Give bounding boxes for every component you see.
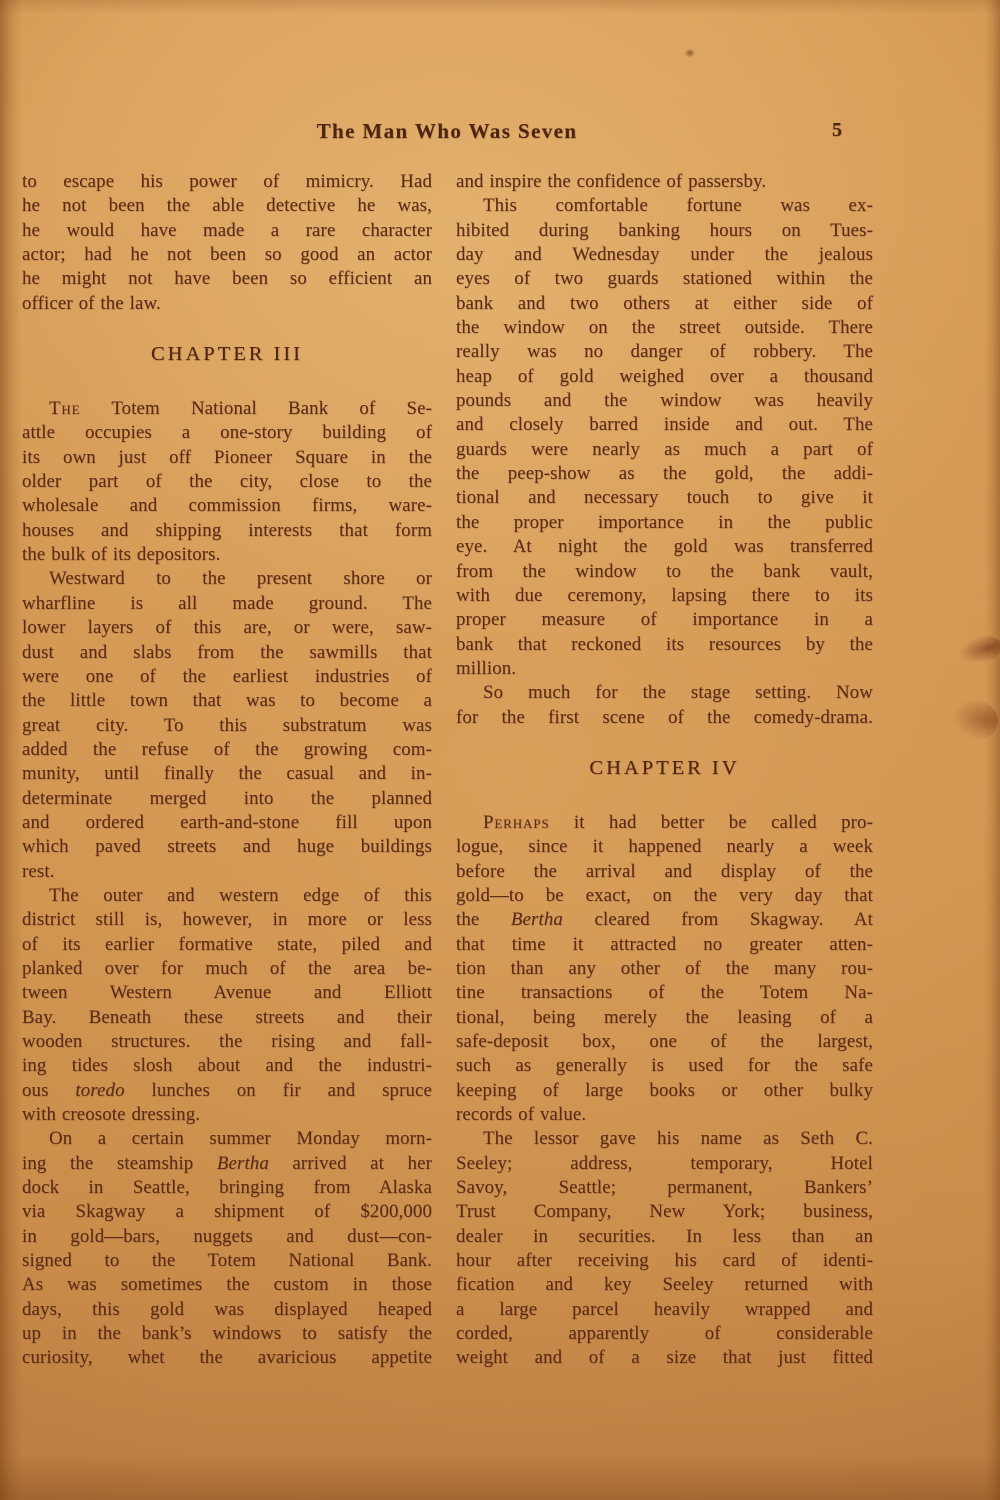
- text-line: bank that reckoned its resources by the: [456, 633, 873, 655]
- text-line: attle occupies a one-story building of: [22, 422, 432, 444]
- text-line: the proper importance in the public: [456, 511, 873, 533]
- paragraph: [456, 811, 873, 1127]
- chapter-heading: CHAPTER III: [150, 343, 303, 366]
- paragraph: [22, 397, 432, 567]
- text-line: for the first scene of the comedy-drama.: [456, 706, 873, 728]
- text-line: the window on the street outside. There: [456, 317, 873, 339]
- text-line: really was no danger of robbery. The: [456, 341, 873, 363]
- text-line: via Skagway a shipment of $200,000: [22, 1201, 432, 1223]
- text-line: tional and necessary touch to give it: [456, 487, 873, 509]
- text-line: heap of gold weighed over a thousand: [456, 365, 873, 387]
- text-line: ing tides slosh about and the industri-: [22, 1055, 432, 1077]
- text-line: such as generally is used for the safe: [456, 1055, 873, 1077]
- text-line: the bulk of its depositors.: [22, 544, 221, 566]
- text-line: the little town that was to become a: [22, 690, 432, 712]
- text-line: ous toredo lunches on fir and spruce: [22, 1079, 433, 1101]
- paragraph: [22, 1127, 432, 1370]
- text-line: munity, until finally the casual and in-: [22, 763, 432, 785]
- text-line: which paved streets and huge buildings: [22, 836, 432, 858]
- text-line: day and Wednesday under the jealous: [456, 244, 873, 266]
- text-line: with creosote dressing.: [22, 1104, 201, 1126]
- text-line: houses and shipping interests that form: [22, 519, 432, 541]
- text-line: great city. To this substratum was: [22, 714, 432, 736]
- text-line: up in the bank’s windows to satisfy the: [22, 1323, 432, 1345]
- text-line: hour after receiving his card of identi-: [456, 1250, 873, 1272]
- text-line: to escape his power of mimicry. Had: [22, 171, 432, 192]
- paragraph: [22, 884, 432, 1127]
- text-line: with due ceremony, lapsing there to its: [456, 584, 873, 606]
- text-line: he would have made a rare character: [22, 219, 432, 241]
- text-line: actor; had he not been so good an actor: [22, 244, 432, 266]
- paragraph: [456, 1127, 873, 1370]
- text-line: The lessor gave his name as Seth C.: [483, 1128, 873, 1150]
- text-line: gold—to be exact, on the very day that: [456, 884, 873, 906]
- text-line: tween Western Avenue and Elliott: [22, 982, 432, 1004]
- text-line: a large parcel heavily wrapped and: [456, 1298, 873, 1320]
- text-line: he might not have been so efficient an: [22, 268, 432, 290]
- text-line: keeping of large books or other bulky: [456, 1079, 873, 1101]
- text-line: The Totem National Bank of Se-: [49, 398, 432, 420]
- text-line: lower layers of this are, or were, saw-: [22, 617, 432, 639]
- text-line: curiosity, whet the avaricious appetite: [22, 1347, 432, 1369]
- text-line: the peep-show as the gold, the addi-: [456, 463, 873, 485]
- text-line: Trust Company, New York; business,: [456, 1201, 873, 1223]
- paragraph: [456, 194, 873, 681]
- text-line: tion than any other of the many rou-: [456, 957, 873, 979]
- text-line: Savoy, Seattle; permanent, Bankers’: [456, 1177, 873, 1199]
- text-line: from the window to the bank vault,: [456, 560, 873, 582]
- text-line: ing the steamship Bertha arrived at her: [22, 1152, 432, 1174]
- text-line: Seeley; address, temporary, Hotel: [456, 1152, 873, 1174]
- text-line: he not been the able detective he was,: [22, 195, 432, 217]
- text-line: signed to the Totem National Bank.: [22, 1250, 432, 1272]
- text-line: This comfortable fortune was ex-: [483, 195, 873, 217]
- text-line: eye. At night the gold was transferred: [456, 536, 873, 558]
- text-line: The outer and western edge of this: [49, 884, 432, 906]
- paragraph: [456, 170, 873, 194]
- text-line: dock in Seattle, bringing from Alaska: [22, 1177, 432, 1199]
- text-line: tine transactions of the Totem Na-: [456, 982, 873, 1004]
- text-line: wharfline is all made ground. The: [22, 592, 432, 614]
- left-column: [22, 170, 432, 1371]
- paper-speck: [684, 48, 696, 58]
- text-line: were one of the earliest industries of: [22, 665, 432, 687]
- text-line: Bay. Beneath these streets and their: [22, 1006, 432, 1028]
- paragraph: [456, 681, 873, 730]
- text-line: its own just off Pioneer Square in the: [22, 446, 432, 468]
- text-line: days, this gold was displayed heaped: [22, 1298, 432, 1320]
- page-edge-bottom: [0, 1454, 1000, 1500]
- text-line: dust and slabs from the sawmills that: [22, 641, 432, 663]
- text-line: the Bertha cleared from Skagway. At: [456, 909, 873, 931]
- text-line: As was sometimes the custom in those: [22, 1274, 432, 1296]
- text-line: hibited during banking hours on Tues-: [456, 219, 873, 241]
- text-line: officer of the law.: [22, 292, 161, 314]
- text-line: Westward to the present shore or: [49, 568, 432, 590]
- text-line: that time it attracted no greater atten-: [456, 933, 873, 955]
- paper-blemish: [955, 631, 1000, 669]
- text-line: and closely barred inside and out. The: [456, 414, 873, 436]
- page-edge-right: [984, 0, 1000, 1500]
- text-line: On a certain summer Monday morn-: [49, 1128, 432, 1150]
- text-line: dealer in securities. In less than an: [456, 1225, 873, 1247]
- text-line: rest.: [22, 860, 55, 882]
- text-line: tional, being merely the leasing of a: [456, 1006, 873, 1028]
- text-line: and inspire the confidence of passersby.: [456, 171, 767, 192]
- text-line: Perhaps it had better be called pro-: [483, 811, 873, 833]
- text-line: added the refuse of the growing com-: [22, 738, 432, 760]
- text-line: million.: [456, 657, 517, 679]
- text-line: of its earlier formative state, piled and: [22, 933, 432, 955]
- page-gutter-shadow: [0, 0, 22, 1500]
- text-line: before the arrival and display of the: [456, 860, 873, 882]
- right-column: [456, 170, 873, 1371]
- text-line: older part of the city, close to the: [22, 471, 432, 493]
- text-line: So much for the stage setting. Now: [483, 682, 873, 704]
- chapter-heading: CHAPTER IV: [589, 756, 740, 779]
- text-line: eyes of two guards stationed within the: [456, 268, 873, 290]
- text-line: fication and key Seeley returned with: [456, 1274, 873, 1296]
- text-line: pounds and the window was heavily: [456, 390, 873, 412]
- paper-blemish: [949, 696, 1000, 743]
- text-line: planked over for much of the area be-: [22, 957, 432, 979]
- text-line: in gold—bars, nuggets and dust—con-: [22, 1225, 432, 1247]
- page-number: 5: [832, 119, 842, 141]
- text-line: and ordered earth-and-stone fill upon: [22, 811, 432, 833]
- text-columns: [22, 170, 873, 1371]
- paragraph: [22, 567, 432, 883]
- text-line: safe-deposit box, one of the largest,: [456, 1031, 873, 1052]
- book-title: The Man Who Was Seven: [316, 119, 578, 143]
- page-edge-top: [0, 0, 1000, 14]
- text-line: wholesale and commission firms, ware-: [22, 495, 432, 517]
- text-line: district still is, however, in more or less: [22, 909, 432, 931]
- text-line: determinate merged into the planned: [22, 787, 432, 809]
- text-line: wooden structures. the rising and fall-: [22, 1031, 432, 1052]
- text-line: records of value.: [456, 1104, 587, 1126]
- text-line: weight and of a size that just fitted: [456, 1347, 873, 1369]
- paragraph: [22, 170, 432, 316]
- text-line: corded, apparently of considerable: [456, 1323, 873, 1345]
- text-line: guards were nearly as much a part of: [456, 438, 873, 460]
- running-header: [22, 119, 872, 149]
- text-line: proper measure of importance in a: [456, 609, 873, 631]
- text-line: logue, since it happened nearly a week: [456, 836, 873, 858]
- text-line: bank and two others at either side of: [456, 292, 873, 314]
